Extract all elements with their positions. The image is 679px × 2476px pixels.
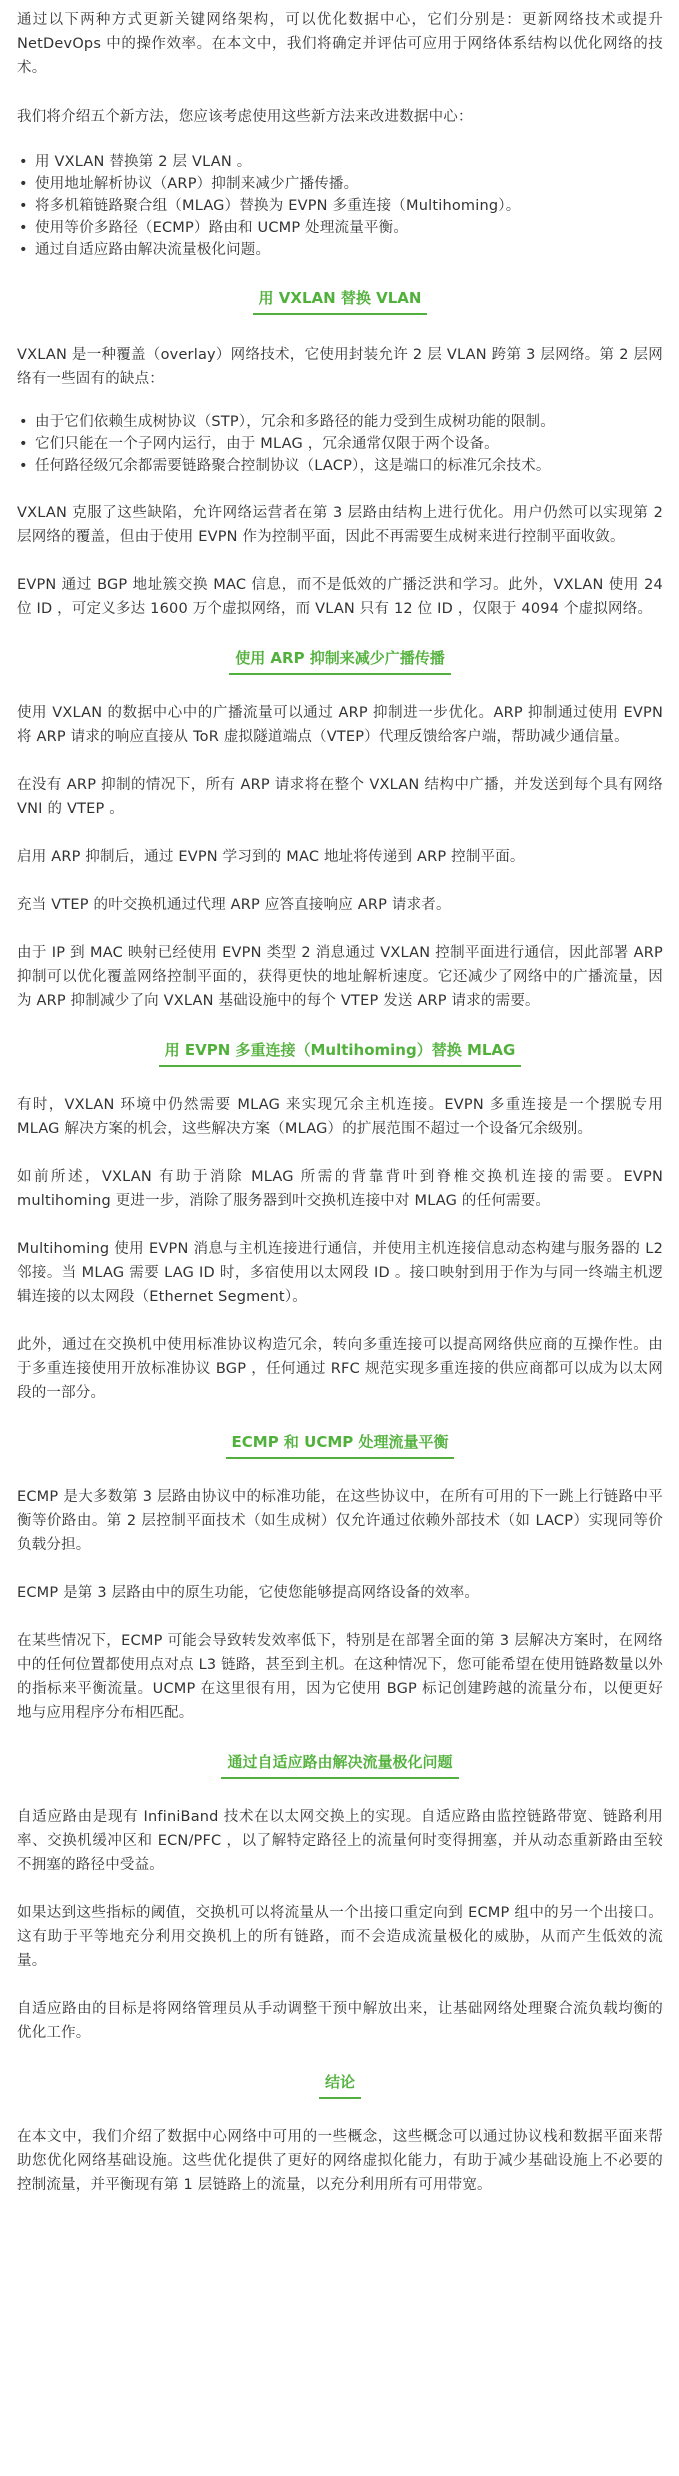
section-paragraph: 由于 IP 到 MAC 映射已经使用 EVPN 类型 2 消息通过 VXLAN 控制平面进行通信，因此部署 ARP 抑制可以优化覆盖网络控制平面的，获得更快的地址解析速度。它还减少了网络中的广播流量，因为 ARP 抑制减少了向 VXLAN 基础设施中的每个 VTEP 发送 ARP 请求的需要。 (17, 945, 663, 1009)
section-heading-vxlan (17, 287, 663, 315)
section-heading-conclusion (17, 2071, 663, 2099)
section-paragraph: VXLAN 克服了这些缺陷，允许网络运营者在第 3 层路由结构上进行优化。用户仍然可以实现第 2 层网络的覆盖，但由于使用 EVPN 作为控制平面，因此不再需要生成树来进行控制平面收敛。 (17, 505, 663, 545)
list-item: • 通过自适应路由解决流量极化问题。 (35, 239, 663, 261)
section-heading-adaptive-routing (17, 1751, 663, 1779)
list-item: • 将多机箱链路聚合组（MLAG）替换为 EVPN 多重连接（Multihoming）。 (35, 195, 663, 217)
section-title: 用 EVPN 多重连接（Multihoming）替换 MLAG (159, 1039, 522, 1067)
list-item: • 由于它们依赖生成树协议（STP），冗余和多路径的能力受到生成树功能的限制。 (35, 411, 663, 433)
section-title: ECMP 和 UCMP 处理流量平衡 (226, 1431, 455, 1459)
list-item: • 使用地址解析协议（ARP）抑制来减少广播传播。 (35, 173, 663, 195)
section-title: 用 VXLAN 替换 VLAN (253, 287, 428, 315)
section-heading-ecmp (17, 1431, 663, 1459)
section-paragraph: ECMP 是第 3 层路由中的原生功能，它使您能够提高网络设备的效率。 (17, 1585, 480, 1601)
list-item: • 任何路径级冗余都需要链路聚合控制协议（LACP），这是端口的标准冗余技术。 (35, 455, 663, 477)
section-paragraph: 在本文中，我们介绍了数据中心网络中可用的一些概念，这些概念可以通过协议栈和数据平面来帮助您优化网络基础设施。这些优化提供了更好的网络虚拟化能力，有助于减少基础设施上不必要的控制流量，并平衡现有第 1 层链路上的流量，以充分利用所有可用带宽。 (17, 2129, 663, 2193)
section-paragraph: EVPN 通过 BGP 地址簇交换 MAC 信息，而不是低效的广播泛洪和学习。此外，VXLAN 使用 24 位 ID ，可定义多达 1600 万个虚拟网络，而 VLAN 只有 12 位 ID ，仅限于 4094 个虚拟网络。 (17, 577, 663, 617)
section-paragraph: 启用 ARP 抑制后，通过 EVPN 学习到的 MAC 地址将传递到 ARP 控制平面。 (17, 849, 525, 865)
section-paragraph: 自适应路由是现有 InfiniBand 技术在以太网交换上的实现。自适应路由监控链路带宽、链路利用率、交换机缓冲区和 ECN/PFC ，以了解特定路径上的流量何时变得拥塞，并从动态重新路由至较不拥塞的路径中受益。 (17, 1809, 663, 1873)
section-paragraph: Multihoming 使用 EVPN 消息与主机连接进行通信，并使用主机连接信息动态构建与服务器的 L2 邻接。当 MLAG 需要 LAG ID 时，多宿使用以太网段 ID 。接口映射到用于作为与同一终端主机逻辑连接的以太网段（Ethernet Segment）。 (17, 1241, 663, 1305)
section-paragraph: 充当 VTEP 的叶交换机通过代理 ARP 应答直接响应 ARP 请求者。 (17, 897, 451, 913)
section-paragraph: 如果达到这些指标的阈值，交换机可以将流量从一个出接口重定向到 ECMP 组中的另一个出接口。这有助于平等地充分利用交换机上的所有链路，而不会造成流量极化的威胁，从而产生低效的流量。 (17, 1905, 663, 1969)
section-paragraph: ECMP 是大多数第 3 层路由协议中的标准功能，在这些协议中，在所有可用的下一跳上行链路中平衡等价路由。第 2 层控制平面技术（如生成树）仅允许通过依赖外部技术（如 LACP）实现同等价负载分担。 (17, 1489, 663, 1553)
section-paragraph: 此外，通过在交换机中使用标准协议构造冗余，转向多重连接可以提高网络供应商的互操作性。由于多重连接使用开放标准协议 BGP ，任何通过 RFC 规范实现多重连接的供应商都可以成为以太网段的一部分。 (17, 1337, 663, 1401)
list-item: • 使用等价多路径（ECMP）路由和 UCMP 处理流量平衡。 (35, 217, 663, 239)
section-title: 使用 ARP 抑制来减少广播传播 (229, 647, 451, 675)
intro-paragraph-1: 通过以下两种方式更新关键网络架构，可以优化数据中心，它们分别是：更新网络技术或提升 NetDevOps 中的操作效率。在本文中，我们将确定并评估可应用于网络体系结构以优化网络的技术。 (17, 12, 663, 76)
section-paragraph: 自适应路由的目标是将网络管理员从手动调整干预中解放出来，让基础网络处理聚合流负载均衡的优化工作。 (17, 2001, 663, 2041)
vxlan-drawbacks-list (17, 411, 663, 477)
section-paragraph: 在没有 ARP 抑制的情况下，所有 ARP 请求将在整个 VXLAN 结构中广播，并发送到每个具有网络 VNI 的 VTEP 。 (17, 777, 663, 817)
section-paragraph: VXLAN 是一种覆盖（overlay）网络技术，它使用封装允许 2 层 VLAN 跨第 3 层网络。第 2 层网络有一些固有的缺点： (17, 347, 663, 387)
list-item: • 它们只能在一个子网内运行，由于 MLAG ，冗余通常仅限于两个设备。 (35, 433, 663, 455)
section-paragraph: 使用 VXLAN 的数据中心中的广播流量可以通过 ARP 抑制进一步优化。ARP 抑制通过使用 EVPN 将 ARP 请求的响应直接从 ToR 虚拟隧道端点（VTEP）代理反馈给客户端，帮助减少通信量。 (17, 705, 663, 745)
section-heading-arp (17, 647, 663, 675)
section-title: 通过自适应路由解决流量极化问题 (221, 1751, 458, 1779)
intro-paragraph-2: 我们将介绍五个新方法，您应该考虑使用这些新方法来改进数据中心： (17, 109, 473, 125)
list-item: • 用 VXLAN 替换第 2 层 VLAN 。 (35, 151, 663, 173)
section-paragraph: 有时，VXLAN 环境中仍然需要 MLAG 来实现冗余主机连接。EVPN 多重连接是一个摆脱专用 MLAG 解决方案的机会，这些解决方案（MLAG）的扩展范围不超过一个设备冗余级别。 (17, 1097, 663, 1137)
section-paragraph: 如前所述，VXLAN 有助于消除 MLAG 所需的背靠背叶到脊椎交换机连接的需要。EVPN multihoming 更进一步，消除了服务器到叶交换机连接中对 MLAG 的任何需要。 (17, 1169, 663, 1209)
section-paragraph: 在某些情况下，ECMP 可能会导致转发效率低下，特别是在部署全面的第 3 层解决方案时，在网络中的任何位置都使用点对点 L3 链路，甚至到主机。在这种情况下，您可能希望在使用链路数量以外的指标来平衡流量。UCMP 在这里很有用，因为它使用 BGP 标记创建跨越的流量分布，以便更好地与应用程序分布相匹配。 (17, 1633, 663, 1721)
intro-list (17, 151, 663, 261)
section-title: 结论 (319, 2071, 361, 2099)
section-heading-multihoming (17, 1039, 663, 1067)
